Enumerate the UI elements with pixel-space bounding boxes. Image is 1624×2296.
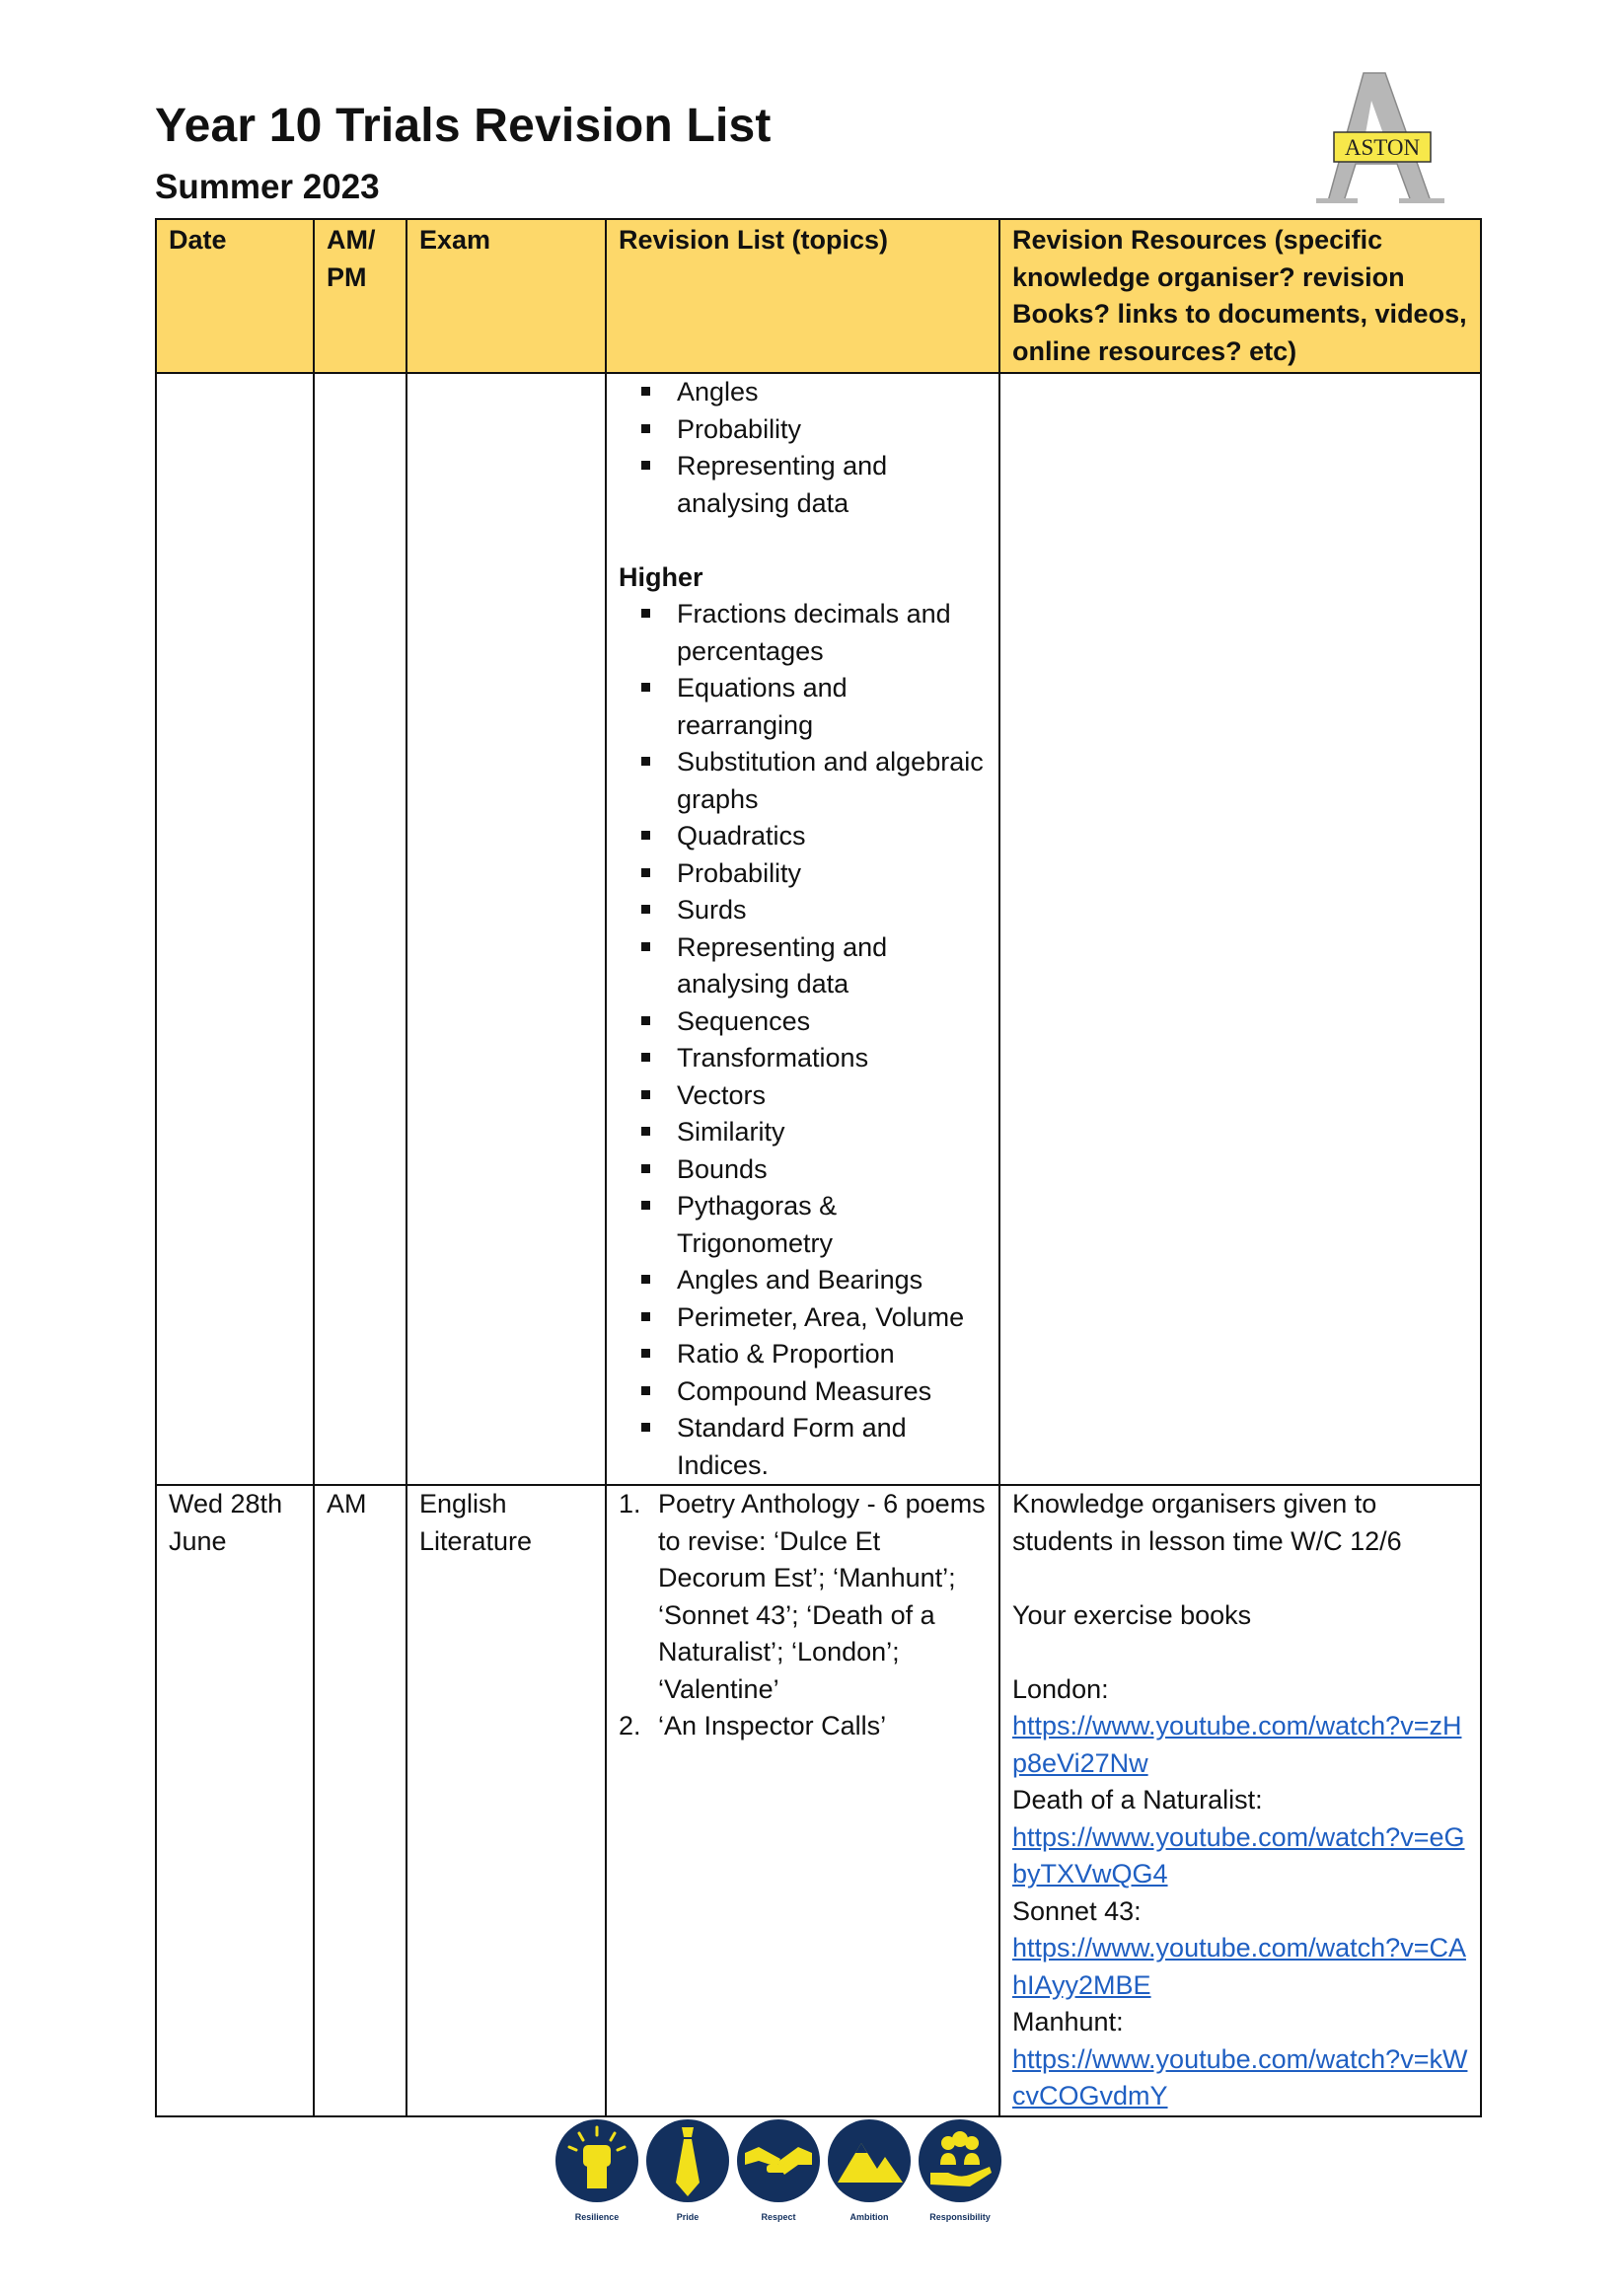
- list-item: [619, 1708, 987, 1745]
- resource-label-manhunt: Manhunt:: [1012, 2007, 1124, 2037]
- table-row: [156, 373, 1481, 1485]
- column-header-exam: Exam: [406, 219, 606, 373]
- column-header-topics: Revision List (topics): [606, 219, 999, 373]
- value-label: Pride: [676, 2212, 700, 2222]
- list-item: Probability: [677, 855, 987, 893]
- resources-cell: [999, 373, 1481, 1485]
- page-title: Year 10 Trials Revision List: [155, 100, 772, 152]
- exam-cell: [406, 373, 606, 1485]
- list-item: Representing and analysing data: [677, 929, 987, 1003]
- list-item: Ratio & Proportion: [677, 1336, 987, 1373]
- ampm-cell: [314, 373, 406, 1485]
- list-number: 2.: [619, 1711, 641, 1741]
- list-item: Bounds: [677, 1151, 987, 1189]
- list-item: Pythagoras & Trigonometry: [677, 1188, 987, 1262]
- value-label: Respect: [761, 2212, 796, 2222]
- resource-label-sonnet-43: Sonnet 43:: [1012, 1895, 1142, 1926]
- list-item: Angles: [677, 374, 987, 411]
- logo-text: ASTON: [1344, 135, 1421, 160]
- resources-intro: Knowledge organisers given to students in lesson time W/C 12/6: [1012, 1489, 1402, 1556]
- handshake-icon: [737, 2119, 820, 2202]
- people-hand-icon: [919, 2119, 1001, 2202]
- list-item: Standard Form and Indices.: [677, 1410, 987, 1484]
- date-cell: Wed 28th June: [156, 1485, 314, 2116]
- revision-table: [155, 218, 1482, 2117]
- list-item: Similarity: [677, 1114, 987, 1151]
- list-item: Vectors: [677, 1077, 987, 1115]
- column-header-ampm: AM/ PM: [314, 219, 406, 373]
- topics-cell: [606, 1485, 999, 2116]
- resource-label-london: London:: [1012, 1673, 1109, 1704]
- aston-logo: [1312, 67, 1452, 207]
- value-badge-respect: [734, 2119, 823, 2222]
- list-item: Representing and analysing data: [677, 448, 987, 522]
- list-item: Quadratics: [677, 818, 987, 855]
- list-item-text: ‘An Inspector Calls’: [658, 1711, 887, 1741]
- list-item: Transformations: [677, 1040, 987, 1077]
- resource-label-death-of-a-naturalist: Death of a Naturalist:: [1012, 1785, 1263, 1815]
- page-subtitle: Summer 2023: [155, 168, 380, 206]
- value-label: Responsibility: [929, 2212, 991, 2222]
- list-item: Fractions decimals and percentages: [677, 596, 987, 670]
- value-badge-responsibility: [916, 2119, 1004, 2222]
- exam-cell: English Literature: [406, 1485, 606, 2116]
- list-item: [619, 1486, 987, 1708]
- exam-topic-list: [619, 1486, 987, 1745]
- table-row: [156, 1485, 1481, 2116]
- column-header-date: Date: [156, 219, 314, 373]
- higher-heading: Higher: [619, 561, 703, 592]
- video-link-sonnet-43[interactable]: https://www.youtube.com/watch?v=CAhIAyy2MBE: [1012, 1933, 1466, 2000]
- fist-icon: [555, 2119, 638, 2202]
- list-item: Perimeter, Area, Volume: [677, 1299, 987, 1337]
- school-values-footer: [553, 2119, 1006, 2238]
- table-header-row: [156, 219, 1481, 373]
- value-badge-ambition: [825, 2119, 914, 2222]
- topics-cell: [606, 373, 999, 1485]
- higher-topic-list: [619, 596, 987, 1484]
- list-item: Probability: [677, 411, 987, 449]
- list-item: Equations and rearranging: [677, 670, 987, 744]
- video-link-london[interactable]: https://www.youtube.com/watch?v=zHp8eVi27Nw: [1012, 1711, 1462, 1778]
- ampm-cell: AM: [314, 1485, 406, 2116]
- video-link-manhunt[interactable]: https://www.youtube.com/watch?v=kWcvCOGvdmY: [1012, 2043, 1468, 2111]
- video-link-death-of-a-naturalist[interactable]: https://www.youtube.com/watch?v=eGbyTXVwQG4: [1012, 1821, 1465, 1889]
- resources-books: Your exercise books: [1012, 1599, 1252, 1630]
- list-item: Surds: [677, 892, 987, 929]
- resources-cell: [999, 1485, 1481, 2116]
- list-item: Angles and Bearings: [677, 1262, 987, 1299]
- tie-icon: [646, 2119, 729, 2202]
- list-number: 1.: [619, 1489, 641, 1518]
- list-item: Compound Measures: [677, 1373, 987, 1411]
- date-cell: [156, 373, 314, 1485]
- value-badge-pride: [643, 2119, 732, 2222]
- mountain-icon: [828, 2119, 911, 2202]
- column-header-resources: Revision Resources (specific knowledge organiser? revision Books? links to documents, videos, online resources? etc): [999, 219, 1481, 373]
- list-item: Substitution and algebraic graphs: [677, 744, 987, 818]
- value-label: Resilience: [574, 2212, 620, 2222]
- list-item-text: Poetry Anthology - 6 poems to revise: ‘Dulce Et Decorum Est’; ‘Manhunt’; ‘Sonnet 43’; ‘Death of a Naturalist’; ‘London’; ‘Valentine’: [658, 1489, 986, 1704]
- list-item: Sequences: [677, 1003, 987, 1041]
- foundation-topic-list: [619, 374, 987, 522]
- value-label: Ambition: [849, 2212, 889, 2222]
- value-badge-resilience: [553, 2119, 641, 2222]
